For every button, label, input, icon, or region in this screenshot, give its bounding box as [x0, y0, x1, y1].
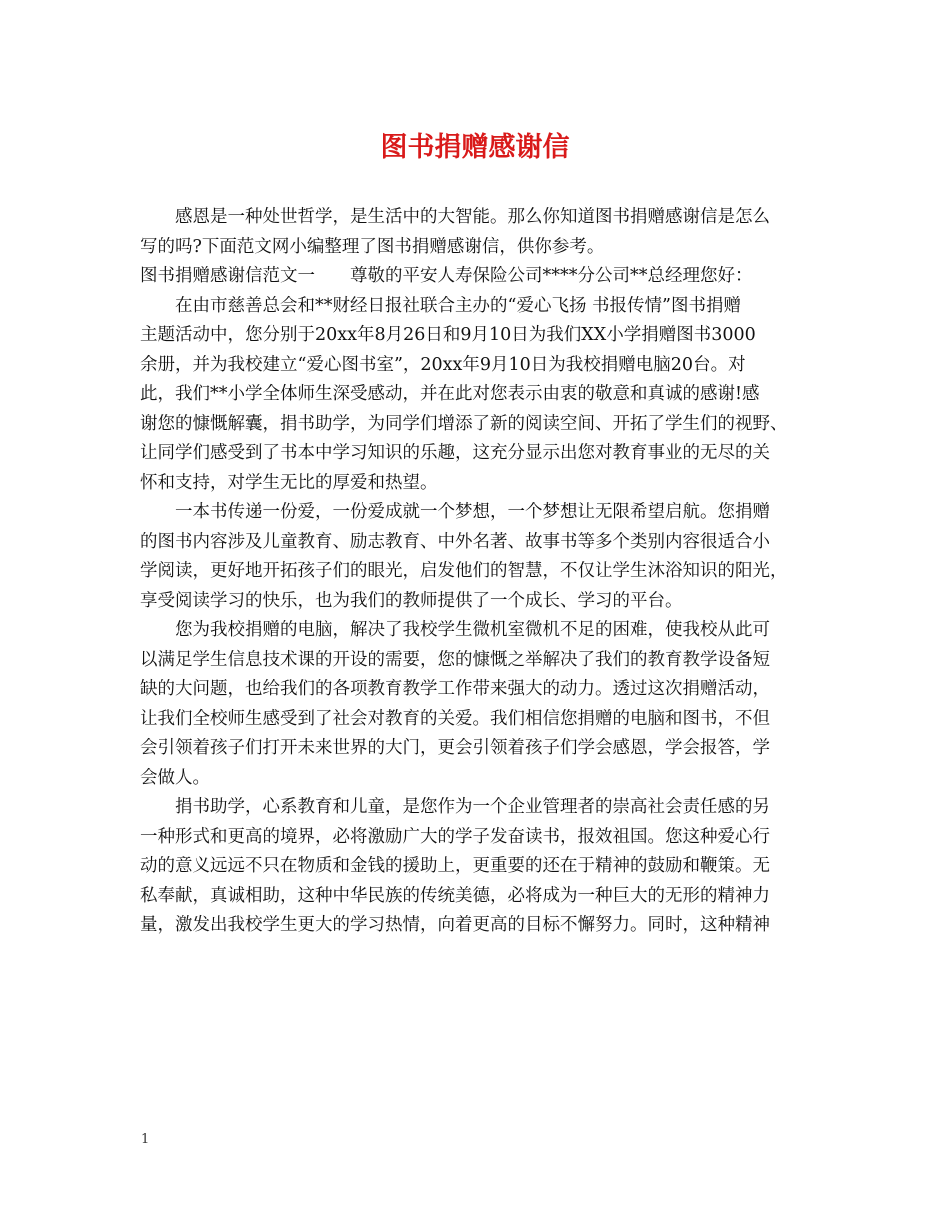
text-line: 缺的大问题，也给我们的各项教育教学工作带来强大的动力。透过这次捐赠活动， [140, 679, 770, 699]
text-line: 动的意义远远不只在物质和金钱的援助上，更重要的还在于精神的鼓励和鞭策。无 [140, 856, 770, 876]
document-title: 图书捐赠感谢信 [380, 132, 570, 163]
text-line: 在由市慈善总会和**财经日报社联合主办的“爱心飞扬 书报传情”图书捐赠 [175, 295, 741, 316]
text-line: 会引领着孩子们打开未来世界的大门，更会引领着孩子们学会感恩，学会报答，学 [140, 738, 770, 758]
text-line: 您为我校捐赠的电脑，解决了我校学生微机室微机不足的困难，使我校从此可 [175, 620, 770, 640]
text-line: 一种形式和更高的境界，必将激励广大的学子发奋读书，报效祖国。您这种爱心行 [140, 826, 770, 847]
text-line: 会做人。 [140, 767, 210, 788]
text-line: 捐书助学，心系教育和儿童，是您作为一个企业管理者的崇高社会责任感的另 [175, 797, 770, 817]
text-line: 的图书内容涉及儿童教育、励志教育、中外名著、故事书等多个类别内容很适合小 [140, 531, 770, 552]
text-line: 余册，并为我校建立“爱心图书室”，20xx年9月10日为我校捐赠电脑20台。对 [140, 354, 746, 375]
text-line: 感恩是一种处世哲学，是生活中的大智能。那么你知道图书捐赠感谢信是怎么 [175, 207, 770, 227]
text-line: 写的吗?下面范文网小编整理了图书捐赠感谢信，供你参考。 [140, 236, 605, 257]
text-line: 以满足学生信息技术课的开设的需要，您的慷慨之举解决了我们的教育教学设备短 [140, 649, 770, 670]
text-line: 享受阅读学习的快乐，也为我们的教师提供了一个成长、学习的平台。 [140, 590, 683, 611]
text-line: 学阅读，更好地开拓孩子们的眼光，启发他们的智慧，不仅让学生沐浴知识的阳光， [140, 561, 788, 581]
document-body [140, 203, 812, 941]
text-line: 量，激发出我校学生更大的学习热情，向着更高的目标不懈努力。同时，这种精神 [140, 915, 770, 935]
text-line: 此，我们**小学全体师生深受感动，并在此对您表示由衷的敬意和真诚的感谢!感 [140, 384, 760, 404]
page-number: 1 [141, 1132, 150, 1147]
text-line: 让我们全校师生感受到了社会对教育的关爱。我们相信您捐赠的电脑和图书，不但 [140, 708, 770, 729]
text-line: 一本书传递一份爱，一份爱成就一个梦想，一个梦想让无限希望启航。您捐赠 [175, 502, 770, 522]
text-line: 私奉献，真诚相助，这种中华民族的传统美德，必将成为一种巨大的无形的精神力 [140, 885, 770, 906]
text-line: 让同学们感受到了书本中学习知识的乐趣，这充分显示出您对教育事业的无尽的关 [140, 443, 770, 463]
text-line: 谢您的慷慨解囊，捐书助学，为同学们增添了新的阅读空间、开拓了学生们的视野、 [140, 413, 788, 434]
text-line: 怀和支持，对学生无比的厚爱和热望。 [140, 472, 438, 493]
text-line: 图书捐赠感谢信范文一 尊敬的平安人寿保险公司****分公司**总经理您好： [140, 266, 753, 286]
text-line: 主题活动中，您分别于20xx年8月26日和9月10日为我们XX小学捐赠图书3000 [140, 325, 756, 345]
